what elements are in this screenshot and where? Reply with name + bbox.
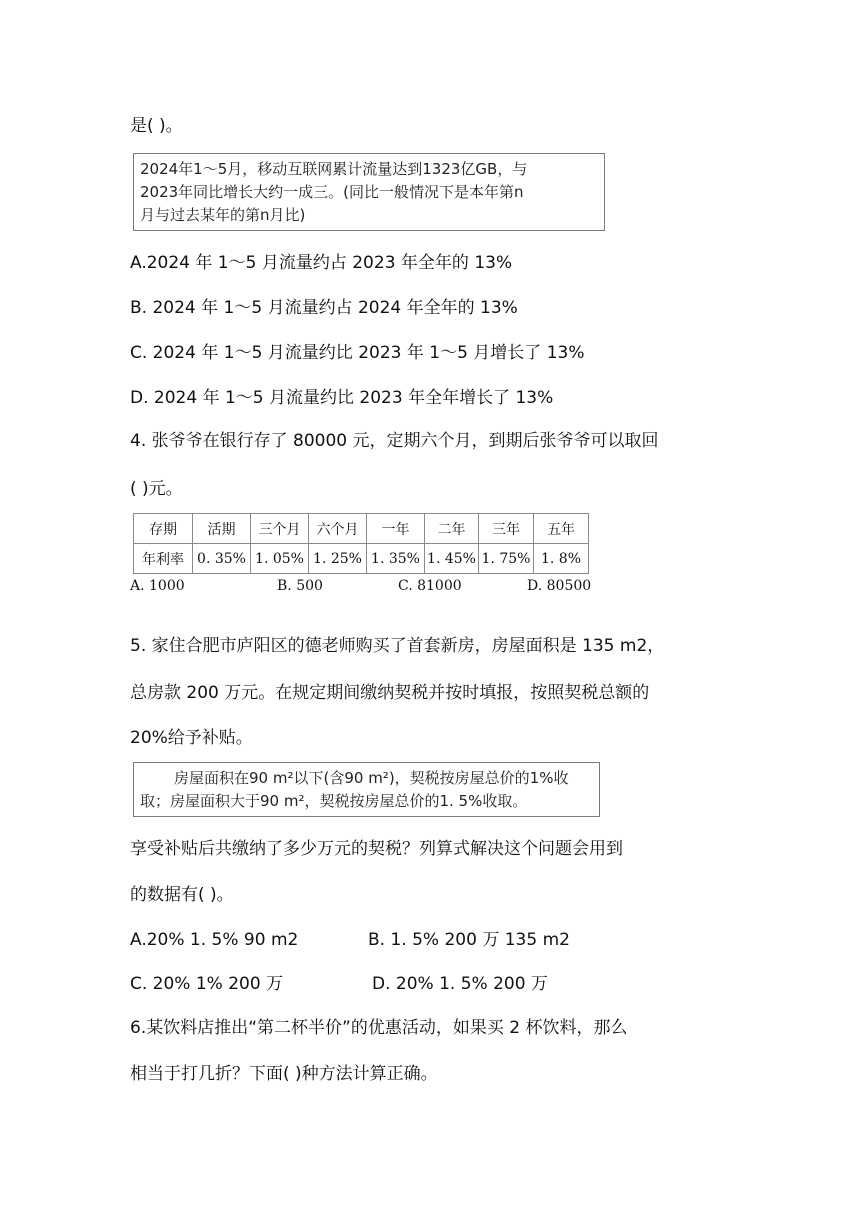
q5-info-line: 取；房屋面积大于90 m²，契税按房屋总价的1. 5%收取。: [140, 792, 528, 810]
table-cell: 1. 45%: [425, 544, 479, 574]
table-header-cell: 二年: [425, 514, 479, 544]
table-cell: 年利率: [134, 544, 193, 574]
table-header-cell: 五年: [534, 514, 589, 544]
q5-stem-line: 享受补贴后共缴纳了多少万元的契税？列算式解决这个问题会用到: [130, 839, 623, 859]
q5-stem-line: 的数据有( )。: [130, 885, 234, 905]
q3-option-c: C. 2024 年 1～5 月流量约比 2023 年 1～5 月增长了 13%: [130, 343, 585, 363]
q3-info-line: 2024年1～5月，移动互联网累计流量达到1323亿GB，与: [140, 160, 528, 178]
q6-stem-line: 6.某饮料店推出“第二杯半价”的优惠活动，如果买 2 杯饮料，那么: [130, 1018, 628, 1038]
q4-stem-line: 4. 张爷爷在银行存了 80000 元，定期六个月，到期后张爷爷可以取回: [130, 431, 659, 451]
table-cell: 1. 25%: [309, 544, 367, 574]
q3-option-b: B. 2024 年 1～5 月流量约占 2024 年全年的 13%: [130, 298, 518, 318]
q5-stem-line: 总房款 200 万元。在规定期间缴纳契税并按时填报，按照契税总额的: [130, 683, 650, 703]
table-header-cell: 三个月: [251, 514, 309, 544]
table-cell: 1. 8%: [534, 544, 589, 574]
q6-stem-line: 相当于打几折？下面( )种方法计算正确。: [130, 1064, 438, 1084]
q4-option-c: C. 81000: [398, 578, 462, 594]
interest-rate-table: [133, 513, 589, 574]
q5-option-b: B. 1. 5% 200 万 135 m2: [368, 930, 570, 950]
table-header-cell: 一年: [367, 514, 425, 544]
q5-stem-line: 20%给予补贴。: [130, 728, 253, 748]
q5-option-a: A.20% 1. 5% 90 m2: [130, 930, 299, 950]
table-header-cell: 三年: [479, 514, 534, 544]
table-cell: 1. 05%: [251, 544, 309, 574]
table-header-cell: 六个月: [309, 514, 367, 544]
q4-option-d: D. 80500: [527, 578, 592, 594]
q3-info-line: 月与过去某年的第n月比): [140, 206, 306, 224]
q4-option-b: B. 500: [277, 578, 323, 594]
table-row: [134, 514, 589, 544]
table-cell: 1. 35%: [367, 544, 425, 574]
table-header-cell: 存期: [134, 514, 193, 544]
q3-info-line: 2023年同比增长大约一成三。(同比一般情况下是本年第n: [140, 183, 524, 201]
q3-option-a: A.2024 年 1～5 月流量约占 2023 年全年的 13%: [130, 253, 513, 273]
q5-info-line: 房屋面积在90 m²以下(含90 m²)，契税按房屋总价的1%收: [174, 769, 569, 787]
q5-option-c: C. 20% 1% 200 万: [130, 974, 284, 994]
table-cell: 1. 75%: [479, 544, 534, 574]
table-cell: 0. 35%: [193, 544, 251, 574]
q3-info-box: [133, 153, 605, 231]
q4-stem-line: ( )元。: [130, 479, 183, 499]
q4-option-a: A. 1000: [130, 578, 185, 594]
table-header-cell: 活期: [193, 514, 251, 544]
q3-stem-tail: 是( )。: [130, 116, 183, 136]
q5-option-d: D. 20% 1. 5% 200 万: [372, 974, 548, 994]
q5-stem-line: 5. 家住合肥市庐阳区的德老师购买了首套新房，房屋面积是 135 m2，: [130, 636, 665, 656]
q3-option-d: D. 2024 年 1～5 月流量约比 2023 年全年增长了 13%: [130, 388, 554, 408]
q5-info-box: [133, 762, 600, 817]
table-row: [134, 544, 589, 574]
